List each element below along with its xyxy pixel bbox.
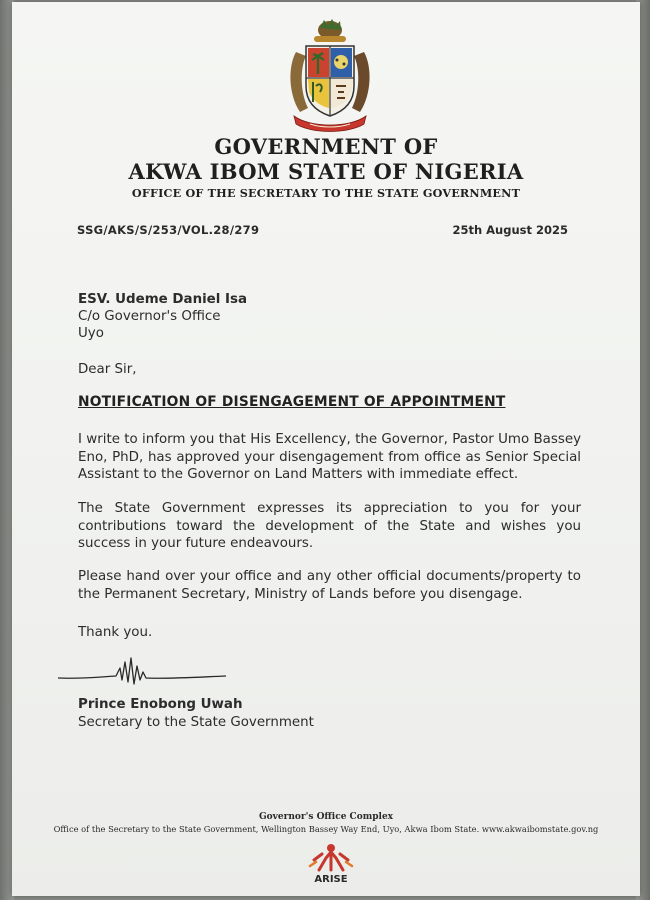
letterhead-line-2: AKWA IBOM STATE OF NIGERIA — [128, 159, 524, 184]
recipient-address-line-1: C/o Governor's Office — [78, 309, 221, 324]
handwritten-signature — [50, 646, 230, 696]
footer-complex: Governor's Office Complex — [258, 812, 394, 822]
signatory-title: Secretary to the State Government — [78, 715, 314, 730]
arise-logo-text: ARISE — [314, 874, 348, 885]
letter-page — [12, 2, 640, 896]
letter-subject: NOTIFICATION OF DISENGAGEMENT OF APPOINTMENT — [78, 394, 506, 410]
coat-of-arms-icon — [280, 16, 380, 132]
recipient-name: ESV. Udeme Daniel Isa — [78, 292, 248, 307]
closing: Thank you. — [78, 625, 153, 640]
letterhead-office: OFFICE OF THE SECRETARY TO THE STATE GOVERNMENT — [131, 186, 521, 200]
arise-logo-icon — [306, 840, 356, 888]
body-paragraph-1: I write to inform you that His Excellency, the Governor, Pastor Umo Bassey Eno, PhD, has approved your disengagement from office as Senior Special Assistant to the Governor on Land Matters with immediate effect. — [78, 432, 581, 482]
recipient-address-line-2: Uyo — [78, 326, 104, 341]
signatory-name: Prince Enobong Uwah — [78, 697, 243, 712]
reference-number: SSG/AKS/S/253/VOL.28/279 — [77, 223, 260, 237]
body-paragraph-2: The State Government expresses its appreciation to you for your contributions toward the development of the State and wishes you success in your future endeavours. — [78, 501, 581, 551]
footer-address: Office of the Secretary to the State Government, Wellington Bassey Way End, Uyo, Akwa Ibom State. www.akwaibomstate.gov.ng — [53, 824, 599, 834]
body-paragraph-3: Please hand over your office and any other official documents/property to the Permanent Secretary, Ministry of Lands before you disengage. — [78, 569, 581, 602]
letterhead-line-1: GOVERNMENT OF — [214, 134, 438, 159]
salutation: Dear Sir, — [78, 362, 137, 377]
letter-date: 25th August 2025 — [452, 223, 568, 237]
